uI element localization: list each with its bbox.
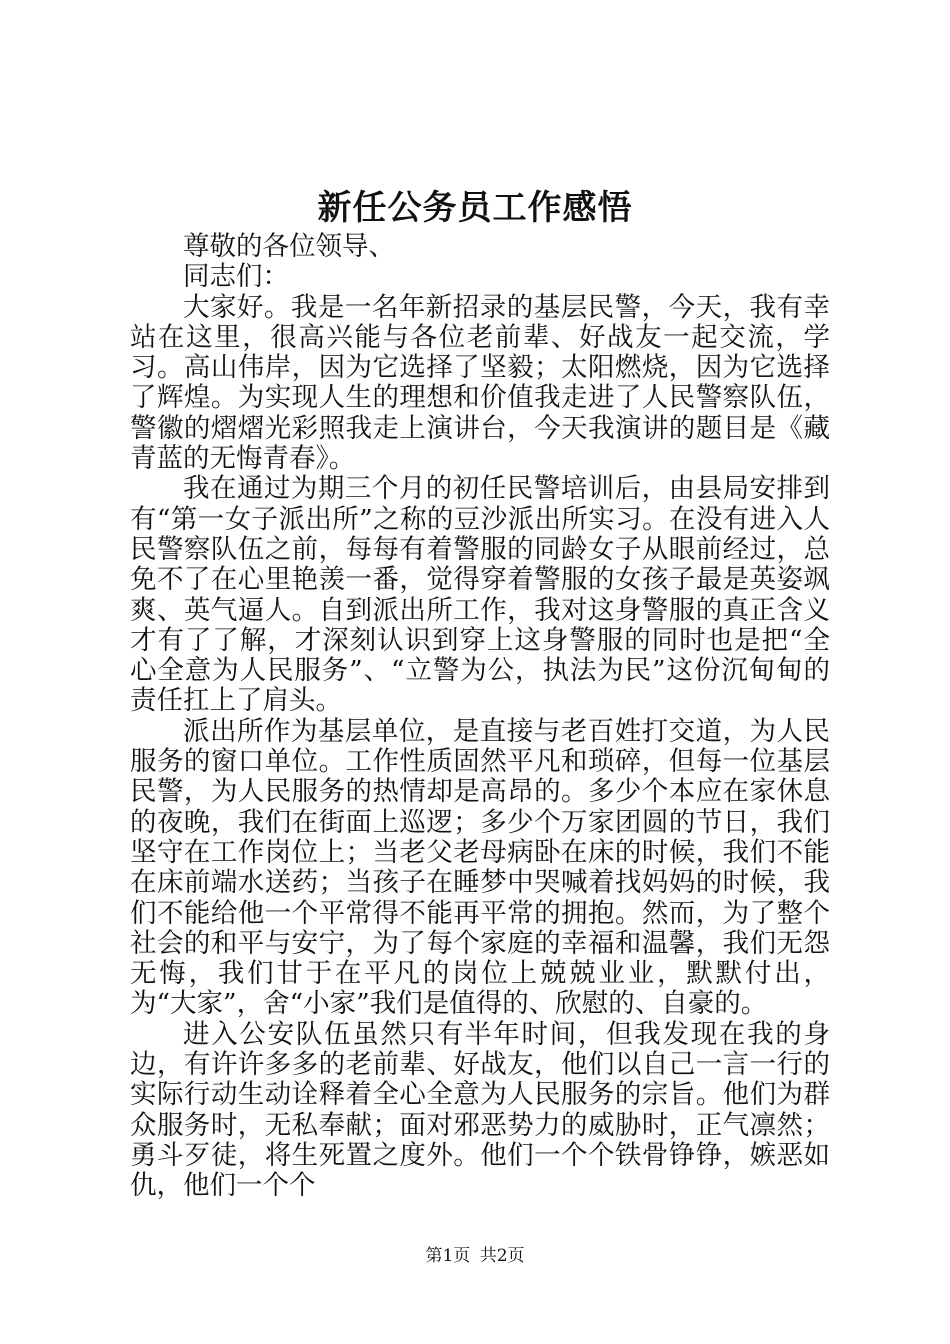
body-paragraph: 大家好。我是一名年新招录的基层民警，今天，我有幸站在这里，很高兴能与各位老前辈、好战友一起交流，学习。高山伟岸，因为它选择了坚毅；太阳燃烧，因为它选择了辉煌。为实现人生的理想和价值我走进了人民警察队伍，警徽的熠熠光彩照我走上演讲台，今天我演讲的题目是《藏青蓝的无悔青春》。 <box>130 291 830 475</box>
page-footer: 第1页 共2页 <box>425 1246 525 1266</box>
body-paragraph: 进入公安队伍虽然只有半年时间，但我发现在我的身边，有许许多多的老前辈、好战友，他们以自己一言一行的实际行动生动诠释着全心全意为人民服务的宗旨。他们为群众服务时，无私奉献；面对邪恶势力的威胁时，正气凛然；勇斗歹徒，将生死置之度外。他们一个个铁骨铮铮，嫉恶如仇，他们一个个 <box>130 1018 830 1202</box>
document-body <box>130 232 830 1202</box>
body-paragraph: 派出所作为基层单位，是直接与老百姓打交道，为人民服务的窗口单位。工作性质固然平凡和琐碎，但每一位基层民警，为人民服务的热情却是高昂的。多少个本应在家休息的夜晚，我们在街面上巡逻；多少个万家团圆的节日，我们坚守在工作岗位上；当老父老母病卧在床的时候，我们不能在床前端水送药；当孩子在睡梦中哭喊着找妈妈的时候，我们不能给他一个平常得不能再平常的拥抱。然而，为了整个社会的和平与安宁，为了每个家庭的幸福和温馨，我们无怨无悔，我们甘于在平凡的岗位上兢兢业业，默默付出，为“大家”，舍“小家”我们是值得的、欣慰的、自豪的。 <box>130 715 830 1020</box>
salutation-line: 尊敬的各位领导、 <box>183 231 395 262</box>
salutation-line: 同志们： <box>183 261 289 293</box>
document-title: 新任公务员工作感悟 <box>317 188 633 228</box>
body-paragraph: 我在通过为期三个月的初任民警培训后，由县局安排到有“第一女子派出所”之称的豆沙派出所实习。在没有进入人民警察队伍之前，每每有着警服的同龄女子从眼前经过，总免不了在心里艳羡一番，觉得穿着警服的女孩子最是英姿飒爽、英气逼人。自到派出所工作，我对这身警服的真正含义才有了了解，才深刻认识到穿上这身警服的同时也是把“全心全意为人民服务”、“立警为公，执法为民”这份沉甸甸的责任扛上了肩头。 <box>130 473 830 717</box>
